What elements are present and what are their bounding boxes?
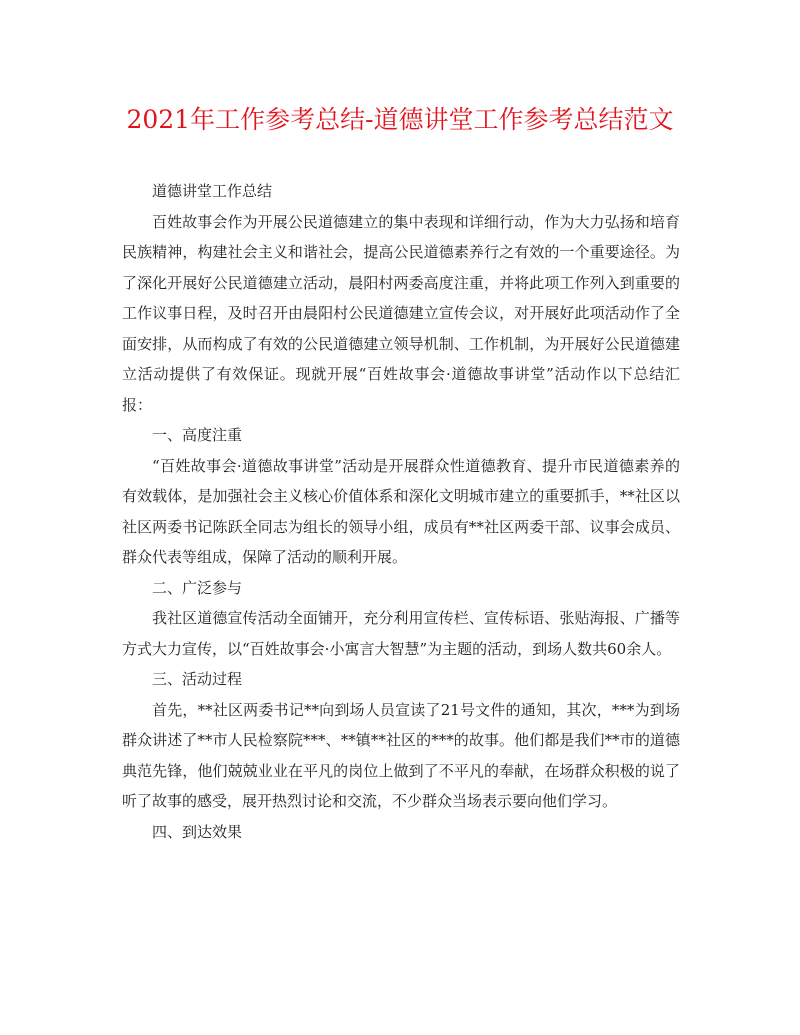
section-1-paragraph: “百姓故事会·道德故事讲堂”活动是开展群众性道德教育、提升市民道德素养的有效载体，是加强社会主义核心价值体系和深化文明城市建立的重要抓手，**社区以社区两委书记陈跃全同志为组长的领导小组，成员有**社区两委干部、议事会成员、群众代表等组成，保障了活动的顺利开展。 — [122, 456, 680, 566]
section-heading-1: 一、高度注重 — [152, 426, 243, 444]
intro-paragraph: 百姓故事会作为开展公民道德建立的集中表现和详细行动，作为大力弘扬和培育民族精神，构建社会主义和谐社会，提高公民道德素养行之有效的一个重要途径。为了深化开展好公民道德建立活动，晨阳村两委高度注重，并将此项工作列入到重要的工作议事日程，及时召开由晨阳村公民道德建立宣传会议，对开展好此项活动作了全面安排，从而构成了有效的公民道德建立领导机制、工作机制，为开展好公民道德建立活动提供了有效保证。现就开展“百姓故事会·道德故事讲堂”活动作以下总结汇报： — [122, 212, 680, 414]
section-heading-4: 四、到达效果 — [152, 822, 243, 841]
section-heading-2: 二、广泛参与 — [152, 578, 243, 597]
section-subtitle: 道德讲堂工作总结 — [152, 182, 273, 200]
section-heading-3: 三、活动过程 — [152, 670, 243, 688]
section-2-paragraph: 我社区道德宣传活动全面铺开，充分利用宣传栏、宣传标语、张贴海报、广播等方式大力宣传，以“百姓故事会·小寓言大智慧”为主题的活动，到场人数共60余人。 — [122, 609, 680, 658]
section-3-paragraph: 首先，**社区两委书记**向到场人员宣读了21号文件的通知，其次，***为到场群众讲述了**市人民检察院***、**镇**社区的***的故事。他们都是我们**市的道德典范先锋，他们兢兢业业在平凡的岗位上做到了不平凡的奉献，在场群众积极的说了听了故事的感受，展开热烈讨论和交流，不少群众当场表示要向他们学习。 — [122, 700, 680, 810]
document-title: 2021年工作参考总结-道德讲堂工作参考总结范文 — [126, 105, 674, 134]
document-body — [122, 176, 680, 847]
